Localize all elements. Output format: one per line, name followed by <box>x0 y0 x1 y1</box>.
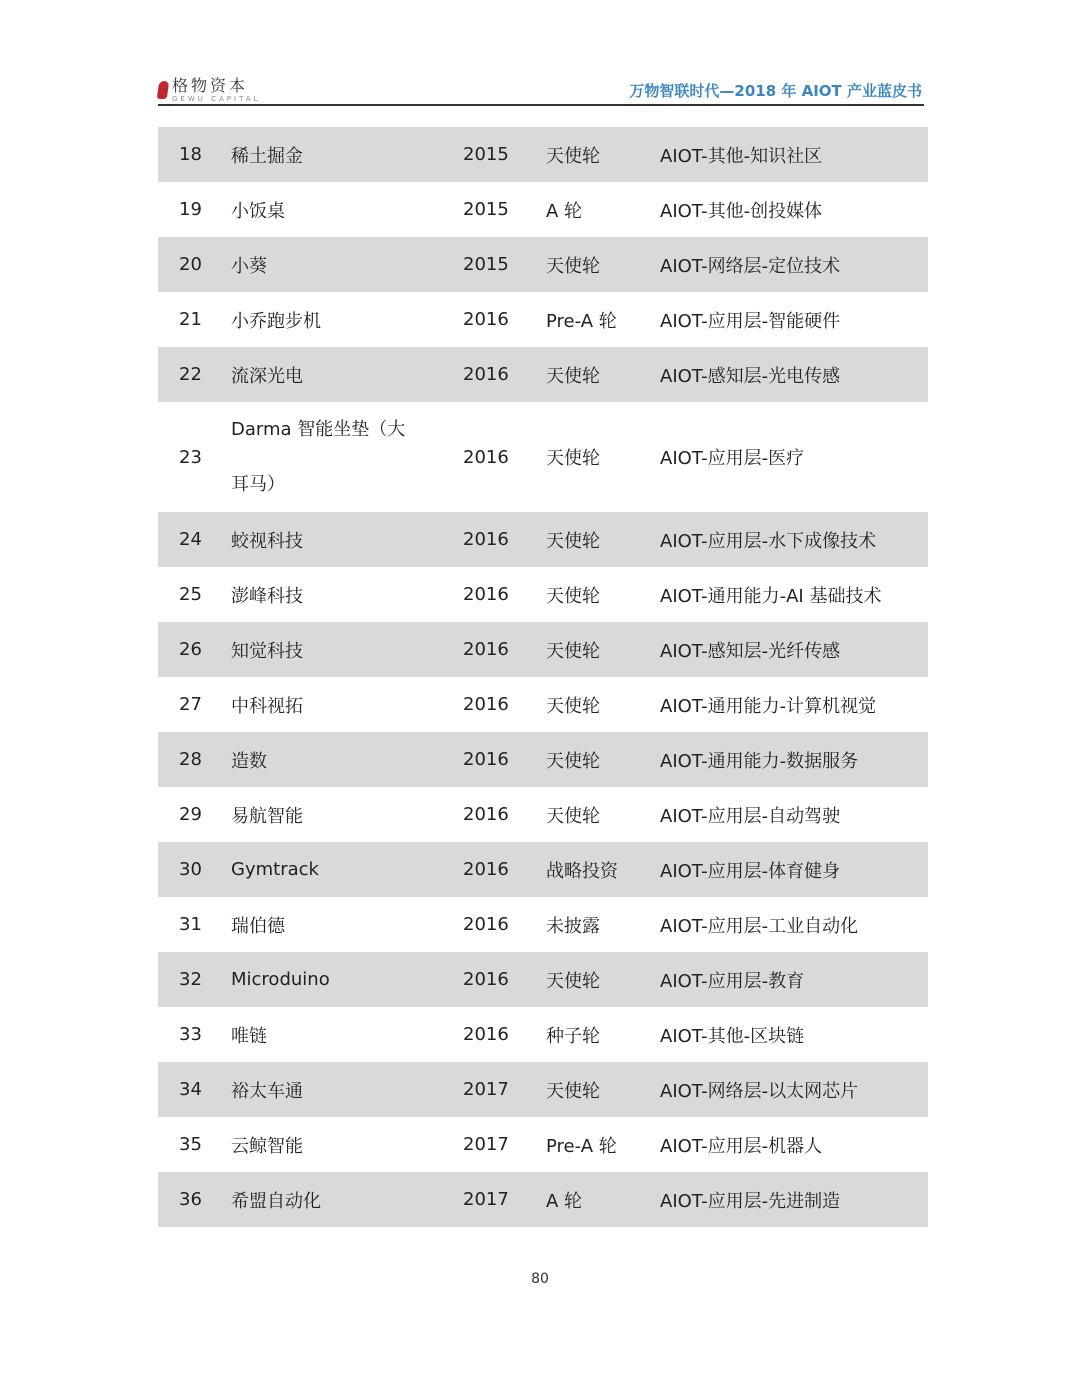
company-name: 蛟视科技 <box>231 530 303 552</box>
category: AIOT-其他-知识社区 <box>660 145 823 167</box>
row-number: 30 <box>179 859 202 880</box>
company-name: 瑞伯德 <box>231 915 285 937</box>
table-row <box>158 237 928 292</box>
company-name: 小饭桌 <box>231 200 285 222</box>
year: 2016 <box>463 1024 509 1045</box>
funding-round: 天使轮 <box>546 970 600 992</box>
row-number: 36 <box>179 1189 202 1210</box>
page-number: 80 <box>531 1271 549 1287</box>
table-row <box>158 402 928 512</box>
year: 2016 <box>463 694 509 715</box>
category: AIOT-感知层-光纤传感 <box>660 640 841 662</box>
year: 2015 <box>463 144 509 165</box>
row-number: 18 <box>179 144 202 165</box>
year: 2016 <box>463 859 509 880</box>
table-row <box>158 732 928 787</box>
funding-round: 未披露 <box>546 915 600 937</box>
year: 2016 <box>463 969 509 990</box>
table-row <box>158 1117 928 1172</box>
category: AIOT-应用层-工业自动化 <box>660 915 859 937</box>
table-row <box>158 127 928 182</box>
table-row <box>158 1062 928 1117</box>
table-row <box>158 347 928 402</box>
table-row <box>158 567 928 622</box>
category: AIOT-通用能力-计算机视觉 <box>660 695 877 717</box>
row-number: 27 <box>179 694 202 715</box>
table-row <box>158 897 928 952</box>
company-name: 小乔跑步机 <box>231 310 321 332</box>
table-row <box>158 512 928 567</box>
table-row <box>158 1172 928 1227</box>
category: AIOT-其他-区块链 <box>660 1025 805 1047</box>
funding-round: 天使轮 <box>546 530 600 552</box>
category: AIOT-网络层-以太网芯片 <box>660 1080 859 1102</box>
row-number: 24 <box>179 529 202 550</box>
logo-mark-icon <box>157 81 170 99</box>
row-number: 25 <box>179 584 202 605</box>
funding-round: 天使轮 <box>546 1080 600 1102</box>
row-number: 19 <box>179 199 202 220</box>
category: AIOT-应用层-智能硬件 <box>660 310 841 332</box>
document-title: 万物智联时代—2018 年 AIOT 产业蓝皮书 <box>629 82 922 100</box>
category: AIOT-通用能力-数据服务 <box>660 750 859 772</box>
category: AIOT-通用能力-AI 基础技术 <box>660 585 882 607</box>
funding-round: A 轮 <box>546 1190 583 1212</box>
year: 2017 <box>463 1134 509 1155</box>
company-name: 裕太车通 <box>231 1080 303 1102</box>
row-number: 31 <box>179 914 202 935</box>
company-name <box>231 402 405 512</box>
year: 2015 <box>463 199 509 220</box>
year: 2016 <box>463 914 509 935</box>
funding-round: 天使轮 <box>546 585 600 607</box>
row-number: 20 <box>179 254 202 275</box>
funding-round: 天使轮 <box>546 365 600 387</box>
company-logo <box>158 78 261 104</box>
company-name: 唯链 <box>231 1025 267 1047</box>
row-number: 26 <box>179 639 202 660</box>
year: 2016 <box>463 529 509 550</box>
category: AIOT-感知层-光电传感 <box>660 365 841 387</box>
table-row <box>158 787 928 842</box>
table-row <box>158 842 928 897</box>
company-name: 澎峰科技 <box>231 585 303 607</box>
funding-round: 天使轮 <box>546 145 600 167</box>
row-number: 23 <box>179 446 202 468</box>
company-name: 希盟自动化 <box>231 1190 321 1212</box>
company-name: 小葵 <box>231 255 267 277</box>
company-name: 云鲸智能 <box>231 1135 303 1157</box>
category: AIOT-应用层-水下成像技术 <box>660 530 877 552</box>
investment-table <box>158 127 928 1227</box>
year: 2016 <box>463 804 509 825</box>
row-number: 21 <box>179 309 202 330</box>
funding-round: 战略投资 <box>546 860 618 882</box>
company-name: 易航智能 <box>231 805 303 827</box>
company-name-line-2: 耳马） <box>231 474 285 495</box>
category: AIOT-应用层-医疗 <box>660 448 805 469</box>
year: 2015 <box>463 254 509 275</box>
funding-round: 天使轮 <box>546 255 600 277</box>
category: AIOT-网络层-定位技术 <box>660 255 841 277</box>
row-number: 32 <box>179 969 202 990</box>
funding-round: 天使轮 <box>546 640 600 662</box>
year: 2016 <box>463 309 509 330</box>
table-row <box>158 182 928 237</box>
category: AIOT-应用层-教育 <box>660 970 805 992</box>
funding-round: 种子轮 <box>546 1025 600 1047</box>
table-row <box>158 622 928 677</box>
year: 2016 <box>463 584 509 605</box>
table-row <box>158 952 928 1007</box>
company-name: 稀土掘金 <box>231 145 303 167</box>
funding-round: 天使轮 <box>546 695 600 717</box>
row-number: 28 <box>179 749 202 770</box>
company-name: 造数 <box>231 750 267 772</box>
company-name: 流深光电 <box>231 365 303 387</box>
funding-round: 天使轮 <box>546 448 600 469</box>
company-name: 知觉科技 <box>231 640 303 662</box>
company-name: Gymtrack <box>231 859 319 880</box>
funding-round: A 轮 <box>546 200 583 222</box>
table-row <box>158 677 928 732</box>
company-name: 中科视拓 <box>231 695 303 717</box>
year: 2016 <box>463 749 509 770</box>
category: AIOT-应用层-自动驾驶 <box>660 805 841 827</box>
year: 2016 <box>463 639 509 660</box>
logo-text-en: GEWU CAPITAL <box>172 95 261 103</box>
year: 2017 <box>463 1079 509 1100</box>
category: AIOT-其他-创投媒体 <box>660 200 823 222</box>
funding-round: Pre-A 轮 <box>546 310 617 332</box>
table-row <box>158 292 928 347</box>
funding-round: 天使轮 <box>546 805 600 827</box>
page-header <box>158 74 924 106</box>
funding-round: Pre-A 轮 <box>546 1135 617 1157</box>
year: 2016 <box>463 446 509 468</box>
table-row <box>158 1007 928 1062</box>
category: AIOT-应用层-先进制造 <box>660 1190 841 1212</box>
year: 2017 <box>463 1189 509 1210</box>
row-number: 33 <box>179 1024 202 1045</box>
category: AIOT-应用层-机器人 <box>660 1135 823 1157</box>
category: AIOT-应用层-体育健身 <box>660 860 841 882</box>
row-number: 22 <box>179 364 202 385</box>
company-name: Microduino <box>231 969 330 990</box>
row-number: 35 <box>179 1134 202 1155</box>
company-name-line-1: Darma 智能坐垫（大 <box>231 419 406 440</box>
logo-text-cn: 格物资本 <box>172 76 249 95</box>
year: 2016 <box>463 364 509 385</box>
row-number: 29 <box>179 804 202 825</box>
row-number: 34 <box>179 1079 202 1100</box>
funding-round: 天使轮 <box>546 750 600 772</box>
